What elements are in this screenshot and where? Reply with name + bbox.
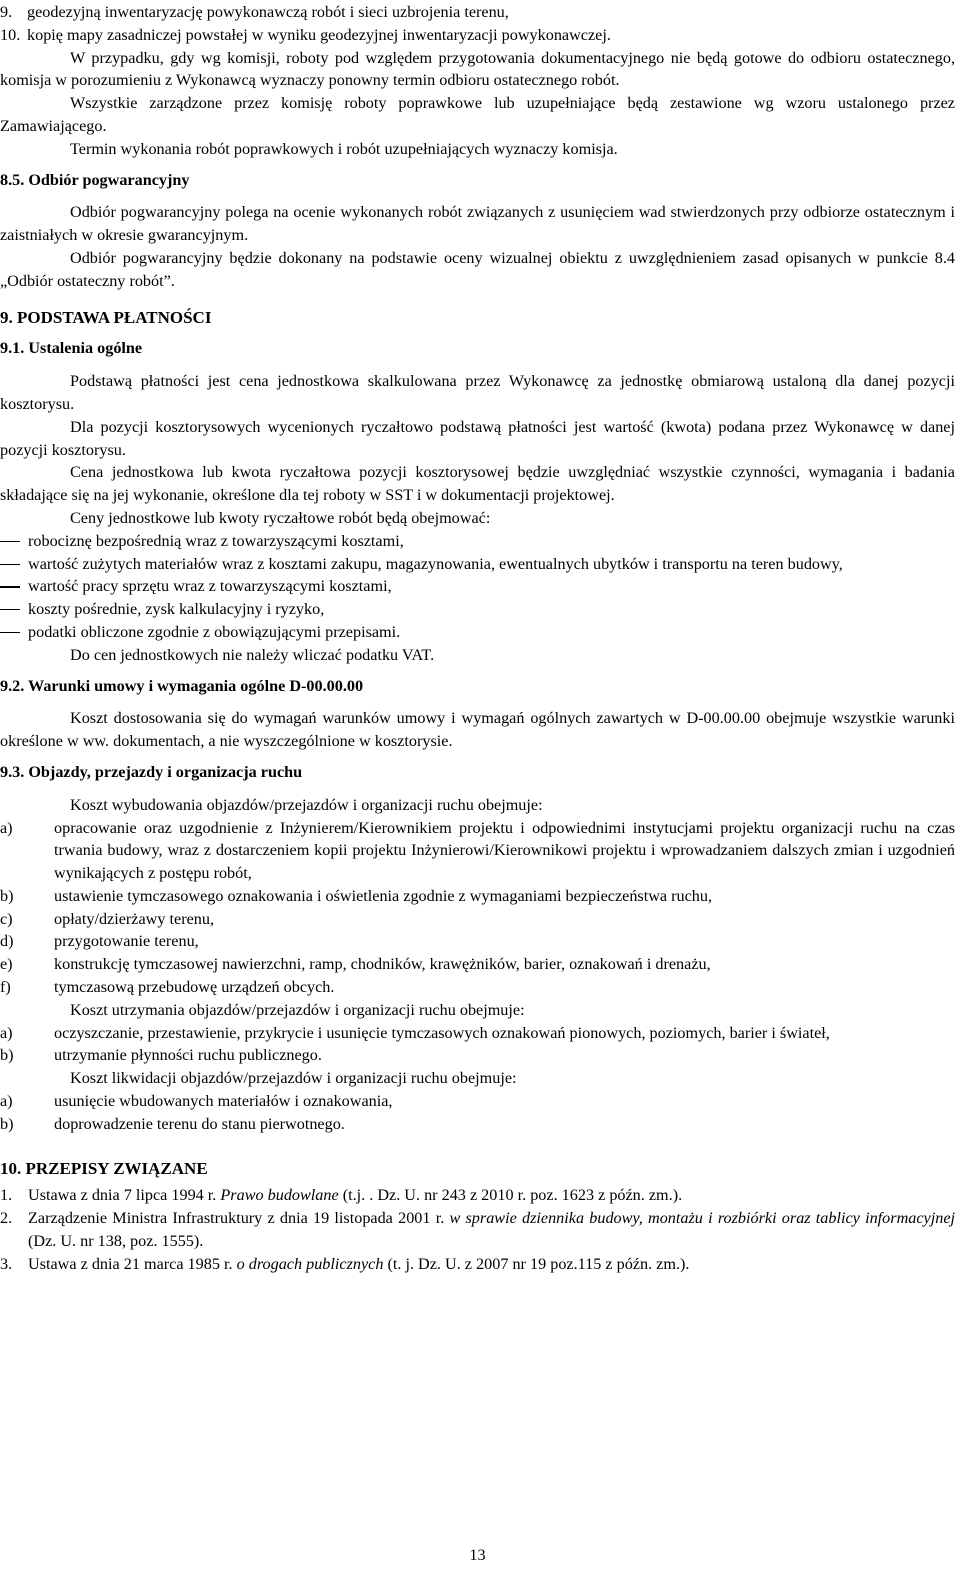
list-item xyxy=(0,953,955,976)
list-item xyxy=(0,930,955,953)
list-marker: a) xyxy=(0,1023,13,1042)
section-heading-8-5: 8.5. Odbiór pogwarancyjny xyxy=(0,170,190,189)
list-marker: 2. xyxy=(0,1209,13,1228)
list-item-text: podatki obliczone zgodnie z obowiązującymi przepisami. xyxy=(28,622,401,641)
list-item xyxy=(0,1253,955,1276)
section-heading-9-2: 9.2. Warunki umowy i wymagania ogólne D-00.00.00 xyxy=(0,676,364,695)
list-item-text: utrzymanie płynności ruchu publicznego. xyxy=(54,1046,322,1065)
list-item xyxy=(0,1113,955,1136)
list-item-text: koszty pośrednie, zysk kalkulacyjny i ryzyko, xyxy=(28,600,325,619)
list-item xyxy=(0,885,955,908)
dash-bullet xyxy=(0,632,20,633)
ref-title: w sprawie dziennika budowy, montażu i rozbiórki oraz tablicy informacyjnej xyxy=(449,1209,955,1228)
dash-bullet xyxy=(0,541,20,542)
list-item xyxy=(0,621,955,644)
list-item xyxy=(0,908,955,931)
list-marker: a) xyxy=(0,818,13,837)
list-item-text: wartość zużytych materiałów wraz z kosztami zakupu, magazynowania, ewentualnych ubytków i transportu na teren budowy, xyxy=(28,554,843,573)
list-item-text: doprowadzenie terenu do stanu pierwotnego. xyxy=(54,1114,345,1133)
paragraph: Cena jednostkowa lub kwota ryczałtowa pozycji kosztorysowej będzie uwzględniać wszystkie czynności, wymagania i badania składające się na jej wykonanie, określone dla tej roboty w SST i w dokumentacji projektowej. xyxy=(0,463,955,505)
list-marker: 10. xyxy=(0,25,21,44)
list-item xyxy=(0,817,955,885)
list-item-text: przygotowanie terenu, xyxy=(54,932,199,951)
paragraph: Odbiór pogwarancyjny będzie dokonany na podstawie oceny wizualnej obiektu z uwzględnieniem zasad opisanych w punkcie 8.4 „Odbiór ostateczny robót”. xyxy=(0,248,955,290)
paragraph: Wszystkie zarządzone przez komisję roboty poprawkowe lub uzupełniające będą zestawione wg wzoru ustalonego przez Zamawiającego. xyxy=(0,94,955,135)
build-cost-list xyxy=(0,817,955,999)
ref-text: (t. j. Dz. U. z 2007 nr 19 poz.115 z późn. zm.). xyxy=(383,1254,690,1273)
paragraph: Koszt likwidacji objazdów/przejazdów i organizacji ruchu obejmuje: xyxy=(70,1069,517,1088)
paragraph: Koszt wybudowania objazdów/przejazdów i organizacji ruchu obejmuje: xyxy=(70,795,543,814)
list-marker: 9. xyxy=(0,3,13,21)
list-item xyxy=(0,1044,955,1067)
list-item xyxy=(0,1184,955,1207)
list-item-text: robociznę bezpośrednią wraz z towarzyszącymi kosztami, xyxy=(28,531,404,550)
ref-text: Zarządzenie Ministra Infrastruktury z dnia 19 listopada 2001 r. xyxy=(28,1209,450,1228)
list-item xyxy=(0,575,955,598)
page-number: 13 xyxy=(469,1546,486,1564)
list-item-text: kopię mapy zasadniczej powstałej w wyniku geodezyjnej inwentaryzacji powykonawczej. xyxy=(27,25,611,44)
cost-components-list xyxy=(0,530,955,644)
list-marker: 3. xyxy=(0,1254,13,1273)
list-item-text: ustawienie tymczasowego oznakowania i oświetlenia zgodnie z wymaganiami bezpieczeństwa ruchu, xyxy=(54,886,713,905)
ref-text: (t.j. . Dz. U. nr 243 z 2010 r. poz. 1623 z późn. zm.). xyxy=(338,1186,683,1205)
list-item xyxy=(0,1090,955,1113)
list-marker: f) xyxy=(0,978,11,997)
maintain-cost-list xyxy=(0,1022,955,1068)
list-item-text: opracowanie oraz uzgodnienie z Inżynierem/Kierownikiem projektu i odpowiednimi instytucjami projektu organizacji ruchu na czas trwania budowy, wraz z dostarczeniem kopii projektu Inżynierowi/Kierownikowi projektu i wprowadzaniem dalszych zmian i uzgodnień wynikających z postępu robót, xyxy=(54,818,955,883)
list-marker: a) xyxy=(0,1092,13,1111)
paragraph: Koszt utrzymania objazdów/przejazdów i organizacji ruchu obejmuje: xyxy=(70,1000,525,1019)
list-item xyxy=(0,598,955,621)
list-item-text: usunięcie wbudowanych materiałów i oznakowania, xyxy=(54,1092,393,1111)
list-item-text: opłaty/dzierżawy terenu, xyxy=(54,909,215,928)
paragraph: Dla pozycji kosztorysowych wycenionych ryczałtowo podstawą płatności jest wartość (kwota) podana przez Wykonawcę w danej pozycji kosztorysu. xyxy=(0,417,955,459)
paragraph: W przypadku, gdy wg komisji, roboty pod względem przygotowania dokumentacyjnego nie będą gotowe do odbioru ostatecznego, komisja w porozumieniu z Wykonawcą wyznaczy ponowny termin odbioru ostatecznego robót. xyxy=(0,48,955,90)
list-item xyxy=(0,1207,955,1253)
list-marker: b) xyxy=(0,1046,14,1065)
regulations-list xyxy=(0,1184,955,1275)
dash-bullet xyxy=(0,609,20,610)
ref-title: Prawo budowlane xyxy=(220,1186,339,1205)
ref-title: o drogach publicznych xyxy=(236,1254,384,1273)
dash-bullet xyxy=(0,564,20,565)
list-item xyxy=(0,1,955,24)
list-item-text: konstrukcję tymczasowej nawierzchni, ramp, chodników, krawężników, barier, oznakowań i drenażu, xyxy=(54,955,711,974)
list-marker: c) xyxy=(0,909,13,928)
list-item-text: wartość pracy sprzętu wraz z towarzyszącymi kosztami, xyxy=(28,577,392,596)
paragraph: Do cen jednostkowych nie należy wliczać podatku VAT. xyxy=(70,645,435,664)
section-heading-9: 9. PODSTAWA PŁATNOŚCI xyxy=(0,307,212,327)
remove-cost-list xyxy=(0,1090,955,1136)
section-heading-9-3: 9.3. Objazdy, przejazdy i organizacja ruchu xyxy=(0,762,303,781)
list-marker: d) xyxy=(0,932,14,951)
paragraph: Termin wykonania robót poprawkowych i robót uzupełniających wyznaczy komisja. xyxy=(70,139,618,158)
top-numbered-list xyxy=(0,1,955,47)
list-item xyxy=(0,24,955,47)
list-item xyxy=(0,530,955,553)
list-item xyxy=(0,976,955,999)
ref-text: (Dz. U. nr 138, poz. 1555). xyxy=(28,1232,204,1251)
paragraph: Podstawą płatności jest cena jednostkowa skalkulowana przez Wykonawcę za jednostkę obmiarową ustaloną dla danej pozycji kosztorysu. xyxy=(0,372,955,413)
list-marker: b) xyxy=(0,886,14,905)
paragraph: Ceny jednostkowe lub kwoty ryczałtowe robót będą obejmować: xyxy=(70,508,491,527)
paragraph: Odbiór pogwarancyjny polega na ocenie wykonanych robót związanych z usunięciem wad stwierdzonych przy odbiorze ostatecznym i zaistniałych w okresie gwarancyjnym. xyxy=(0,203,955,245)
page-content xyxy=(0,1,955,1276)
list-item xyxy=(0,1022,955,1045)
list-item-text: oczyszczanie, przestawienie, przykrycie i usunięcie tymczasowych oznakowań pionowych, poziomych, barier i świateł, xyxy=(54,1023,830,1042)
list-item xyxy=(0,553,955,576)
list-marker: 1. xyxy=(0,1186,13,1205)
list-marker: b) xyxy=(0,1114,14,1133)
list-item-text: geodezyjną inwentaryzację powykonawczą robót i sieci uzbrojenia terenu, xyxy=(27,3,509,21)
section-heading-10: 10. PRZEPISY ZWIĄZANE xyxy=(0,1158,208,1178)
ref-text: Ustawa z dnia 7 lipca 1994 r. xyxy=(28,1186,221,1205)
dash-bullet xyxy=(0,586,20,587)
list-item-text: tymczasową przebudowę urządzeń obcych. xyxy=(54,978,335,997)
list-marker: e) xyxy=(0,955,13,974)
ref-text: Ustawa z dnia 21 marca 1985 r. xyxy=(28,1254,237,1273)
paragraph: Koszt dostosowania się do wymagań warunków umowy i wymagań ogólnych zawartych w D-00.00.00 obejmuje wszystkie warunki określone w ww. dokumentach, a nie wyszczególnione w kosztorysie. xyxy=(0,709,955,751)
section-heading-9-1: 9.1. Ustalenia ogólne xyxy=(0,339,143,358)
